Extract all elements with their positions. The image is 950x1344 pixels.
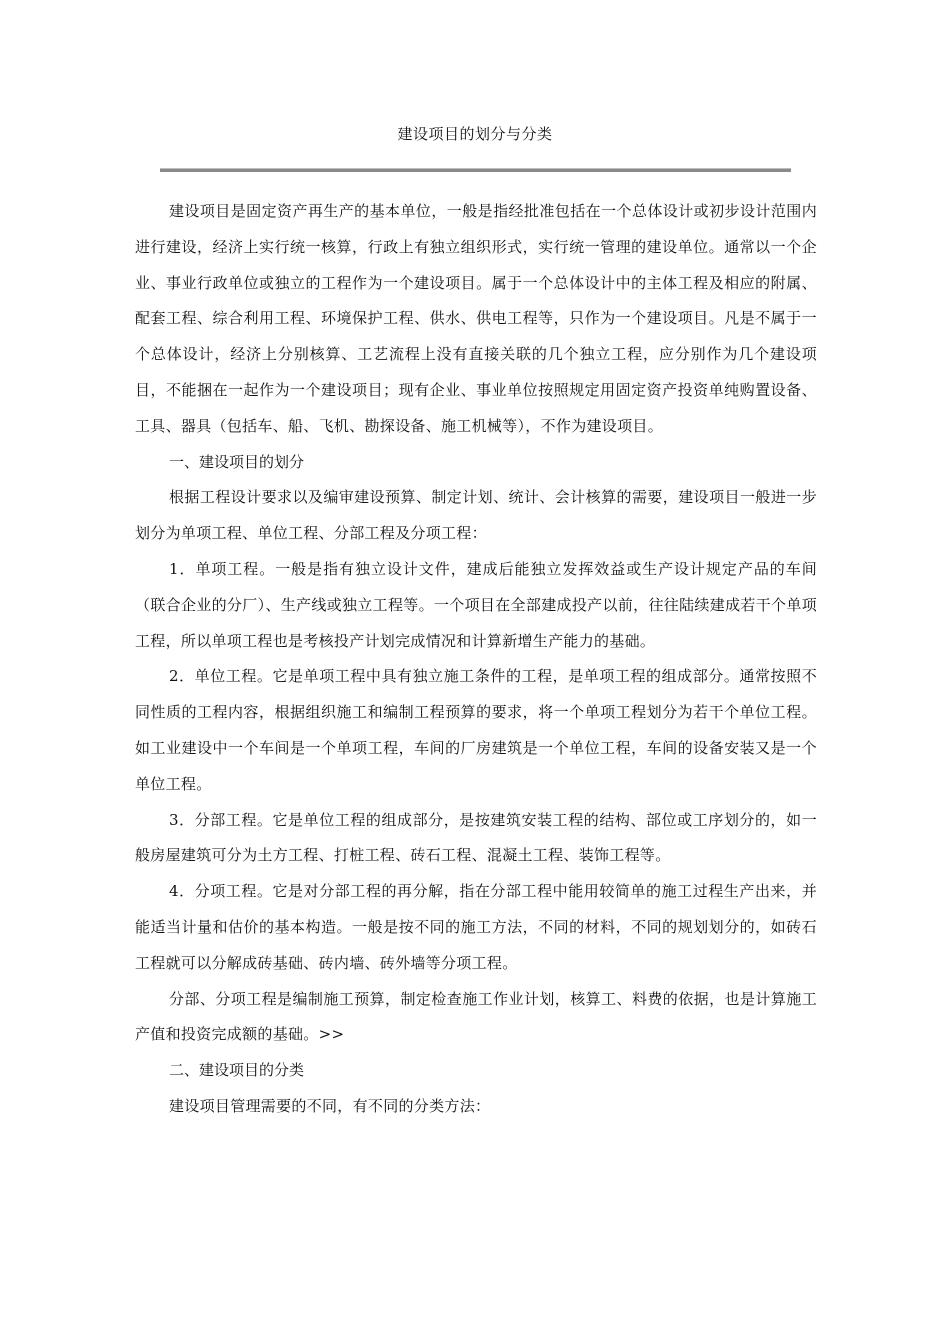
document-body <box>135 194 817 1125</box>
paragraph-single-project: 1．单项工程。一般是指有独立设计文件，建成后能独立发挥效益或生产设计规定产品的车间（联合企业的分厂）、生产线或独立工程等。一个项目在全部建成投产以前，往往陆续建成若干个单项工程，所以单项工程也是考核投产计划完成情况和计算新增生产能力的基础。 <box>135 559 817 650</box>
section-heading-classification: 二、建设项目的分类 <box>169 1061 305 1080</box>
section-heading-division: 一、建设项目的划分 <box>169 452 305 471</box>
paragraph-classification-intro: 建设项目管理需要的不同，有不同的分类方法： <box>169 1096 491 1115</box>
paragraph-unit-project: 2．单位工程。它是单项工程中具有独立施工条件的工程，是单项工程的组成部分。通常按照不同性质的工程内容，根据组织施工和编制工程预算的要求，将一个单项工程划分为若干个单位工程。如工业建设中一个车间是一个单项工程，车间的厂房建筑是一个单位工程，车间的设备安装又是一个单位工程。 <box>135 667 817 793</box>
paragraph-sub-project: 3．分部工程。它是单位工程的组成部分，是按建筑安装工程的结构、部位或工序划分的，如一般房屋建筑可分为土方工程、打桩工程、砖石工程、混凝土工程、装饰工程等。 <box>135 810 817 865</box>
paragraph-intro: 建设项目是固定资产再生产的基本单位，一般是指经批准包括在一个总体设计或初步设计范围内进行建设，经济上实行统一核算，行政上有独立组织形式，实行统一管理的建设单位。通常以一个企业、事业行政单位或独立的工程作为一个建设项目。属于一个总体设计中的主体工程及相应的附属、配套工程、综合利用工程、环境保护工程、供水、供电工程等，只作为一个建设项目。凡是不属于一个总体设计，经济上分别核算、工艺流程上没有直接关联的几个独立工程，应分别作为几个建设项目，不能捆在一起作为一个建设项目；现有企业、事业单位按照规定用固定资产投资单纯购置设备、工具、器具（包括车、船、飞机、勘探设备、施工机械等），不作为建设项目。 <box>135 202 817 435</box>
paragraph-basis: 分部、分项工程是编制施工预算，制定检查施工作业计划，核算工、料费的依据，也是计算施工产值和投资完成额的基础。>> <box>135 989 817 1044</box>
document-title: 建设项目的划分与分类 <box>397 125 553 143</box>
title-divider <box>160 168 791 172</box>
paragraph-division-intro: 根据工程设计要求以及编审建设预算、制定计划、统计、会计核算的需要，建设项目一般进一步划分为单项工程、单位工程、分部工程及分项工程： <box>135 488 817 543</box>
paragraph-item-project: 4．分项工程。它是对分部工程的再分解，指在分部工程中能用较简单的施工过程生产出来，并能适当计量和估价的基本构造。一般是按不同的施工方法，不同的材料，不同的规划划分的，如砖石工程就可以分解成砖基础、砖内墙、砖外墙等分项工程。 <box>135 882 817 972</box>
